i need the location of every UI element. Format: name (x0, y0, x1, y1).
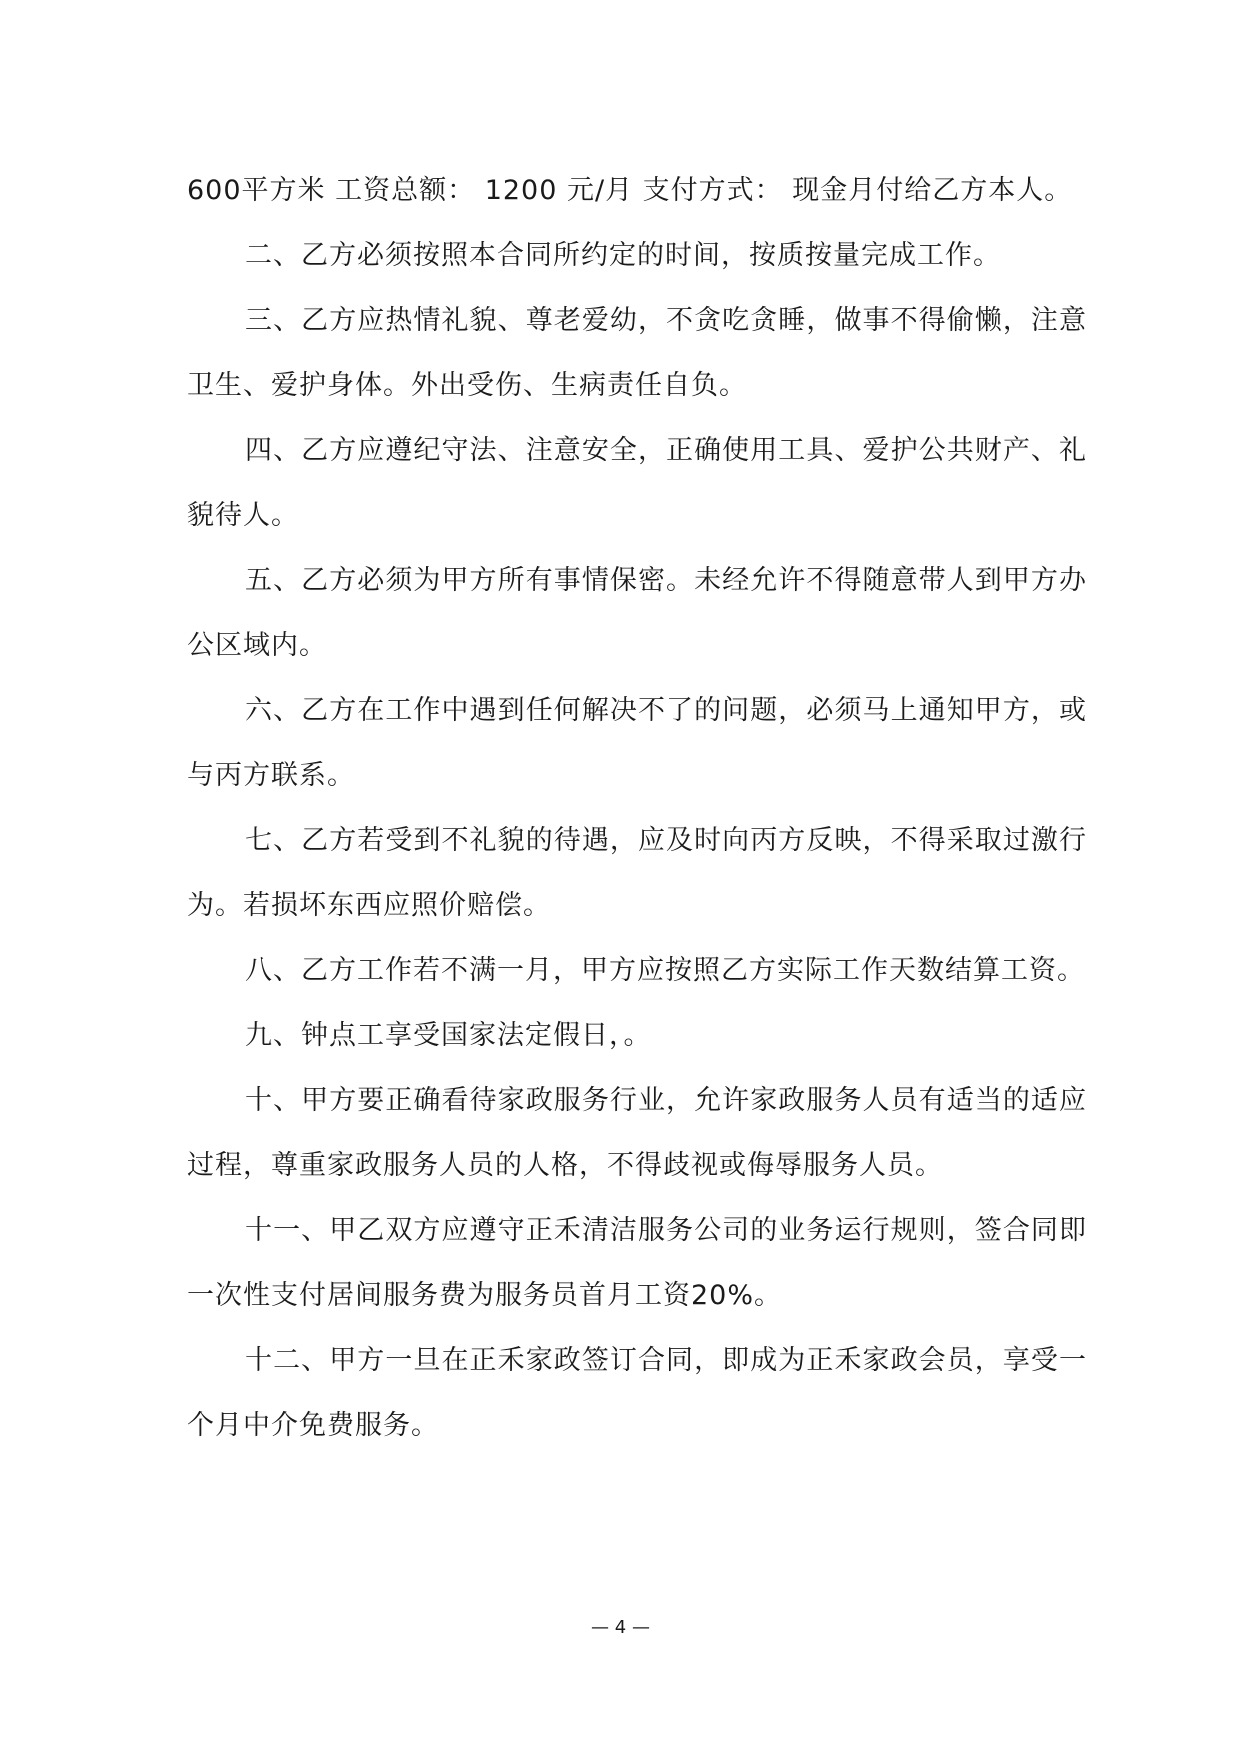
paragraph-clause-5: 五、乙方必须为甲方所有事情保密。未经允许不得随意带人到甲方办公区域内。 (187, 565, 1087, 661)
paragraph-clause-4: 四、乙方应遵纪守法、注意安全，正确使用工具、爱护公共财产、礼貌待人。 (187, 435, 1087, 531)
paragraph-clause-2: 二、乙方必须按照本合同所约定的时间，按质按量完成工作。 (245, 240, 1001, 271)
paragraph-clause-9: 九、钟点工享受国家法定假日，。 (245, 1020, 652, 1051)
document-body (187, 158, 1087, 1458)
paragraph-clause-11: 十一、甲乙双方应遵守正禾清洁服务公司的业务运行规则，签合同即一次性支付居间服务费为服务员首月工资20%。 (187, 1215, 1087, 1311)
paragraph-clause-10: 十、甲方要正确看待家政服务行业，允许家政服务人员有适当的适应过程，尊重家政服务人员的人格，不得歧视或侮辱服务人员。 (187, 1085, 1087, 1181)
paragraph-clause-7: 七、乙方若受到不礼貌的待遇，应及时向丙方反映，不得采取过激行为。若损坏东西应照价赔偿。 (187, 825, 1087, 921)
paragraph-clause-12: 十二、甲方一旦在正禾家政签订合同，即成为正禾家政会员，享受一个月中介免费服务。 (187, 1345, 1087, 1441)
paragraph-clause-6: 六、乙方在工作中遇到任何解决不了的问题，必须马上通知甲方，或与丙方联系。 (187, 695, 1087, 791)
page-number: — 4 — (591, 1617, 650, 1638)
paragraph-wage-terms: 600平方米 工资总额： 1200 元/月 支付方式： 现金月付给乙方本人。 (187, 175, 1073, 206)
paragraph-clause-3: 三、乙方应热情礼貌、尊老爱幼，不贪吃贪睡，做事不得偷懒，注意卫生、爱护身体。外出受伤、生病责任自负。 (187, 305, 1087, 401)
paragraph-clause-8: 八、乙方工作若不满一月，甲方应按照乙方实际工作天数结算工资。 (245, 955, 1085, 986)
